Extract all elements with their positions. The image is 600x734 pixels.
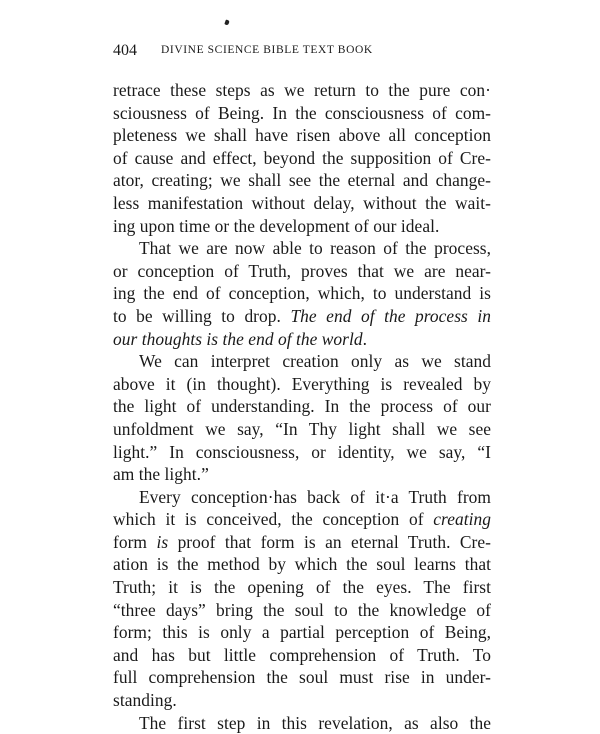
plain-text: . [362,328,368,349]
text-line: “three days” bring the soul to the knowledge of [113,599,491,620]
page-header [113,42,493,62]
text-line: standing. [113,690,177,711]
text-line: or conception of Truth, proves that we are near- [113,260,491,281]
italic-text: our thoughts is the end of the world [113,328,363,349]
text-line: and has but little comprehension of Truth. To [113,644,491,665]
text-line: above it (in thought). Everything is revealed by [113,373,491,394]
text-line: less manifestation without delay, without the wait- [113,192,491,213]
text-line: The first step in this revelation, as also the [139,712,491,733]
text-line: the light of understanding. In the process of our [113,396,491,417]
body-text [113,79,491,734]
italic-text: creating [433,509,491,530]
text-line: am the light.” [113,464,209,485]
text-line: ing the end of conception, which, to understand is [113,283,491,304]
text-line [113,305,491,328]
text-line: That we are now able to reason of the process, [139,238,491,259]
text-line: light.” In consciousness, or identity, we say, “I [113,441,491,462]
text-line [113,508,491,531]
text-line [113,328,491,351]
plain-text: to be willing to drop. [113,305,281,326]
text-line [113,531,491,554]
page-number: 404 [113,42,137,59]
text-line: full comprehension the soul must rise in under- [113,667,491,688]
plain-text: which it is conceived, the conception of [113,509,424,530]
plain-text: proof that form is an eternal Truth. Cre- [177,531,491,552]
plain-text: form [113,531,148,552]
italic-text: The end of the process in [290,305,491,326]
text-line: retrace these steps as we return to the pure con· [113,80,491,100]
text-line: Truth; it is the opening of the eyes. The first [113,577,491,598]
text-line: Every conception·has back of it·a Truth from [139,486,491,507]
text-line: ator, creating; we shall see the eternal and change- [113,170,491,191]
running-title: DIVINE SCIENCE BIBLE TEXT BOOK [161,44,373,56]
italic-text: is [156,531,169,552]
text-line: We can interpret creation only as we stand [139,351,491,372]
text-line: ation is the method by which the soul learns that [113,554,491,575]
print-speck [224,19,229,25]
text-line: sciousness of Being. In the consciousness of com- [113,102,491,123]
text-line: ing upon time or the development of our ideal. [113,215,440,236]
text-line: of cause and effect, beyond the supposition of Cre- [113,147,491,168]
text-line: pleteness we shall have risen above all conception [113,125,491,146]
text-line: unfoldment we say, “In Thy light shall we see [113,418,491,439]
text-line: form; this is only a partial perception of Being, [113,622,491,643]
